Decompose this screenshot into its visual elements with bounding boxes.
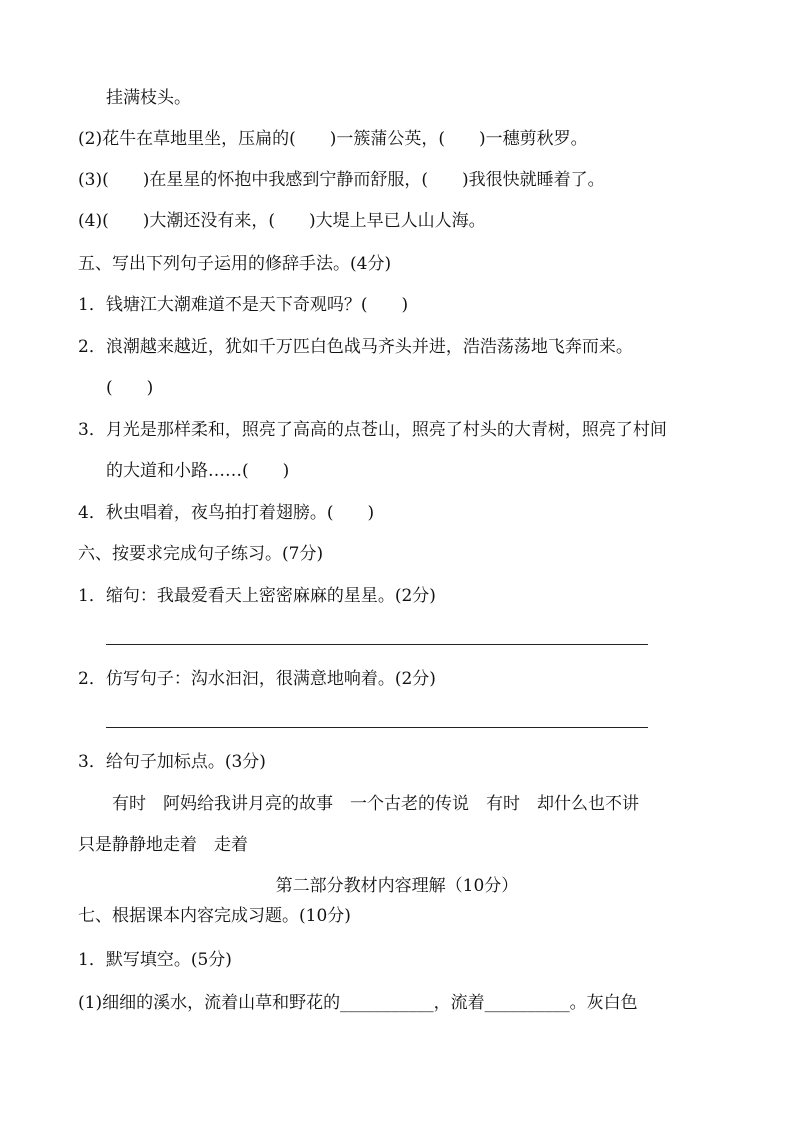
question-line: (1)细细的溪水，流着山草和野花的___________，流着__________。灰白色 bbox=[78, 993, 638, 1013]
section-heading: 五、写出下列句子运用的修辞手法。(4分) bbox=[78, 254, 392, 274]
question-line: (4)( )大潮还没有来，( )大堤上早已人山人海。 bbox=[78, 211, 486, 231]
question-line: (3)( )在星星的怀抱中我感到宁静而舒服，( )我很快就睡着了。 bbox=[78, 170, 605, 190]
part-heading: 第二部分教材内容理解（10分） bbox=[275, 876, 519, 896]
question-line: 的大道和小路……( ) bbox=[106, 461, 290, 481]
answer-blank-line[interactable] bbox=[106, 727, 648, 728]
question-line: 2．仿写句子：沟水汩汩，很满意地响着。(2分) bbox=[78, 669, 436, 689]
question-line: 1．钱塘江大潮难道不是天下奇观吗？( ) bbox=[78, 295, 409, 315]
question-line: 1．缩句：我最爱看天上密密麻麻的星星。(2分) bbox=[78, 586, 436, 606]
answer-blank-line[interactable] bbox=[106, 644, 648, 645]
punctuation-exercise-text: 有时 阿妈给我讲月亮的故事 一个古老的传说 有时 却什么也不讲 bbox=[112, 794, 639, 814]
section-heading: 七、根据课本内容完成习题。(10分) bbox=[78, 906, 351, 926]
question-line: 1．默写填空。(5分) bbox=[78, 950, 232, 970]
question-line: 4．秋虫唱着，夜鸟拍打着翅膀。( ) bbox=[78, 503, 375, 523]
question-line: 3．给句子加标点。(3分) bbox=[78, 752, 266, 772]
question-line: 2．浪潮越来越近，犹如千万匹白色战马齐头并进，浩浩荡荡地飞奔而来。 bbox=[78, 337, 633, 357]
question-line: 3．月光是那样柔和，照亮了高高的点苍山，照亮了村头的大青树，照亮了村间 bbox=[78, 420, 667, 440]
question-line: (2)花牛在草地里坐，压扁的( )一簇蒲公英，( )一穗剪秋罗。 bbox=[78, 129, 588, 149]
section-heading: 六、按要求完成句子练习。(7分) bbox=[78, 544, 324, 564]
text-line: 挂满枝头。 bbox=[106, 88, 191, 108]
answer-bracket: ( ) bbox=[106, 378, 154, 398]
punctuation-exercise-text: 只是静静地走着 走着 bbox=[78, 835, 248, 855]
